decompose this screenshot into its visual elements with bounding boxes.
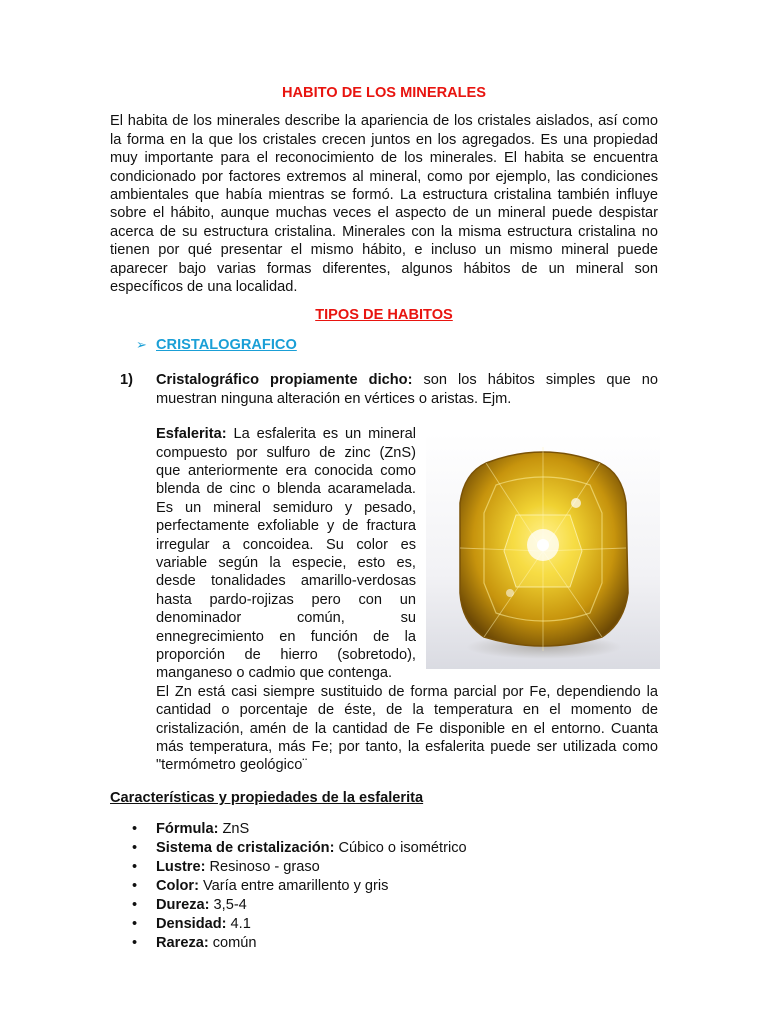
- section-heading: [136, 336, 658, 354]
- item-text: son los hábitos simples que no muestran ninguna alteración en vértices o aristas. Ejm.: [156, 372, 659, 407]
- bullet-icon: •: [132, 859, 138, 876]
- esfalerita-block: [156, 425, 658, 775]
- list-item: [110, 896, 658, 914]
- arrow-bullet-icon: ➢: [136, 336, 147, 352]
- bullet-icon: •: [132, 897, 138, 914]
- esfalerita-continuation: El Zn está casi siempre sustituido de forma parcial por Fe, dependiendo la cantidad o porcentaje de éste, de la temperatura en el momento de cristalización, amén de la cantidad de Fe disponible en el entorno. Cuanta más temperatura, más Fe; por tanto, la esfalerita puede ser utilizada como "termómetro geológico¨: [156, 683, 658, 774]
- property-label: Rareza:: [156, 935, 209, 952]
- section-subtitle: TIPOS DE HABITOS: [315, 307, 453, 324]
- item-body: [156, 371, 658, 408]
- page-title: HABITO DE LOS MINERALES: [281, 85, 487, 101]
- property-value: 4.1: [230, 916, 251, 933]
- esfalerita-gem-image: [426, 433, 660, 669]
- property-value: Varía entre amarillento y gris: [202, 878, 389, 895]
- bullet-icon: •: [132, 935, 138, 952]
- property-value: común: [212, 935, 257, 952]
- property-label: Dureza:: [156, 897, 210, 914]
- property-label: Lustre:: [156, 859, 206, 876]
- property-label: Sistema de cristalización:: [156, 840, 335, 857]
- numbered-item: [110, 371, 658, 408]
- list-item: [110, 915, 658, 933]
- esfalerita-text: La esfalerita es un mineral compuesto por sulfuro de zinc (ZnS) que anteriormente era conocida como blenda de cinc o blenda acaramelada. Es un mineral semiduro y pesado, perfectamente exfoliable y de fractura irregular a concoidea. Su color es variable según la especie, esto es, desde tonalidades amarillo-verdosas hasta pardo-rojizas pero con un denominador común, su ennegrecimiento en función de la proporción de hierro (sobretodo), manganeso o cadmio que contenga.: [156, 426, 416, 682]
- list-item: [110, 877, 658, 895]
- properties-list: [110, 820, 658, 952]
- list-item: [110, 858, 658, 876]
- property-value: Resinoso - graso: [209, 859, 320, 876]
- property-label: Fórmula:: [156, 821, 219, 838]
- item-number: 1): [120, 372, 133, 389]
- item-term: Cristalográfico propiamente dicho:: [156, 372, 413, 389]
- document-page: [110, 84, 658, 953]
- list-item: [110, 934, 658, 952]
- bullet-icon: •: [132, 916, 138, 933]
- property-value: Cúbico o isométrico: [338, 840, 467, 857]
- property-value: ZnS: [222, 821, 250, 838]
- bullet-icon: •: [132, 840, 138, 857]
- property-label: Densidad:: [156, 916, 227, 933]
- property-label: Color:: [156, 878, 199, 895]
- bullet-icon: •: [132, 821, 138, 838]
- section-label: CRISTALOGRAFICO: [156, 336, 297, 353]
- intro-paragraph: El habita de los minerales describe la apariencia de los cristales aislados, así como la forma en la que los cristales crecen juntos en los agregados. Es una propiedad muy importante para el reconocimiento de los minerales. El habita se encuentra condicionado por factores extremos al mineral, como por ejemplo, las condiciones ambientales que había mientras se formó. La estructura cristalina también influye sobre el hábito, aunque muchas veces el aspecto de un mineral puede despistar acerca de su estructura cristalina. Minerales con la misma estructura cristalina no tienen por qué presentar el mismo hábito, e incluso un mismo mineral puede aparecer bajo varias formas diferentes, algunos hábitos de un mineral son específicos de una localidad.: [110, 113, 658, 296]
- bullet-icon: •: [132, 878, 138, 895]
- esfalerita-description: [156, 425, 416, 683]
- list-item: [110, 839, 658, 857]
- esfalerita-term: Esfalerita:: [156, 426, 227, 443]
- property-value: 3,5-4: [213, 897, 247, 914]
- properties-heading: Características y propiedades de la esfalerita: [110, 789, 424, 806]
- list-item: [110, 820, 658, 838]
